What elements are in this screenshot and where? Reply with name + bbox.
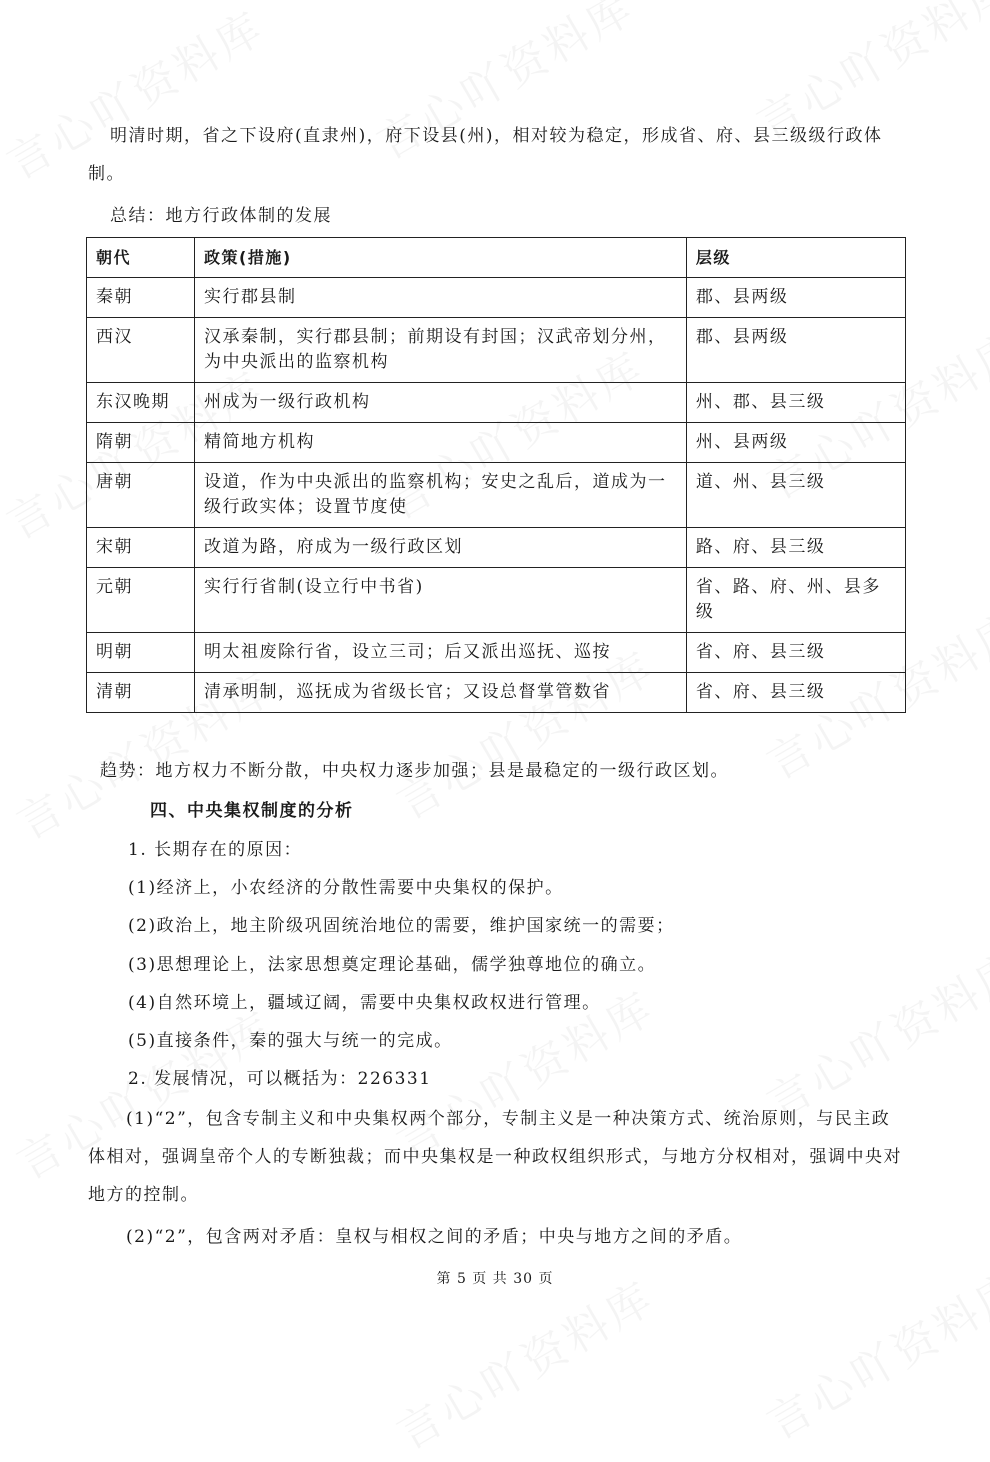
level-cell: 省、府、县三级 xyxy=(686,673,905,713)
reason-item: (5)直接条件，秦的强大与统一的完成。 xyxy=(128,1031,453,1051)
reason-item: (4)自然环境上，疆域辽阔，需要中央集权政权进行管理。 xyxy=(128,993,601,1013)
policy-cell: 改道为路，府成为一级行政区划 xyxy=(195,528,687,568)
policy-cell: 明太祖废除行省，设立三司；后又派出巡抚、巡按 xyxy=(195,633,687,673)
admin-system-table xyxy=(86,237,906,713)
policy-cell: 州成为一级行政机构 xyxy=(195,383,687,423)
table-row xyxy=(87,318,906,383)
intro-paragraph: 明清时期，省之下设府(直隶州)，府下设县(州)，相对较为稳定，形成省、府、县三级级行政体制。 xyxy=(88,126,883,184)
development-item: (1)“2”，包含专制主义和中央集权两个部分，专制主义是一种决策方式、统治原则，与民主政体相对，强调皇帝个人的专断独裁；而中央集权是一种政权组织形式，与地方分权相对，强调中央对地方的控制。 xyxy=(88,1109,902,1205)
subheading-development: 2. 发展情况，可以概括为：226331 xyxy=(128,1069,432,1089)
level-cell: 省、府、县三级 xyxy=(686,633,905,673)
summary-label: 总结：地方行政体制的发展 xyxy=(110,206,332,226)
level-cell: 郡、县两级 xyxy=(686,278,905,318)
development-item: (2)“2”，包含两对矛盾：皇权与相权之间的矛盾；中央与地方之间的矛盾。 xyxy=(126,1227,743,1247)
dynasty-cell: 西汉 xyxy=(87,318,195,383)
table-row xyxy=(87,423,906,463)
dynasty-cell: 元朝 xyxy=(87,568,195,633)
table-row xyxy=(87,278,906,318)
section-heading: 四、中央集权制度的分析 xyxy=(150,801,354,821)
dynasty-cell: 明朝 xyxy=(87,633,195,673)
table-row xyxy=(87,463,906,528)
level-cell: 省、路、府、州、县多级 xyxy=(686,568,905,633)
table-row xyxy=(87,383,906,423)
level-cell: 道、州、县三级 xyxy=(686,463,905,528)
level-cell: 州、县两级 xyxy=(686,423,905,463)
dynasty-cell: 宋朝 xyxy=(87,528,195,568)
trend-statement: 趋势：地方权力不断分散，中央权力逐步加强；县是最稳定的一级行政区划。 xyxy=(100,761,729,781)
policy-cell: 实行行省制(设立行中书省) xyxy=(195,568,687,633)
reason-item: (2)政治上，地主阶级巩固统治地位的需要，维护国家统一的需要； xyxy=(128,916,675,936)
watermark xyxy=(383,1262,664,1461)
policy-cell: 设道，作为中央派出的监察机构；安史之乱后，道成为一级行政实体；设置节度使 xyxy=(195,463,687,528)
policy-cell: 清承明制，巡抚成为省级长官；又设总督掌管数省 xyxy=(195,673,687,713)
level-cell: 郡、县两级 xyxy=(686,318,905,383)
reason-item: (3)思想理论上，法家思想奠定理论基础，儒学独尊地位的确立。 xyxy=(128,955,657,975)
table-row xyxy=(87,673,906,713)
table-header-cell: 层级 xyxy=(686,238,905,278)
policy-cell: 精简地方机构 xyxy=(195,423,687,463)
dynasty-cell: 清朝 xyxy=(87,673,195,713)
level-cell: 州、郡、县三级 xyxy=(686,383,905,423)
table-row xyxy=(87,633,906,673)
level-cell: 路、府、县三级 xyxy=(686,528,905,568)
table-row xyxy=(87,528,906,568)
table-row xyxy=(87,568,906,633)
dynasty-cell: 东汉晚期 xyxy=(87,383,195,423)
dynasty-cell: 唐朝 xyxy=(87,463,195,528)
subheading-reasons: 1. 长期存在的原因： xyxy=(128,840,303,860)
table-header-row xyxy=(87,238,906,278)
policy-cell: 汉承秦制，实行郡县制；前期设有封国；汉武帝划分州，为中央派出的监察机构 xyxy=(195,318,687,383)
page-number: 第 5 页 共 30 页 xyxy=(436,1271,554,1287)
policy-cell: 实行郡县制 xyxy=(195,278,687,318)
table-header-cell: 政策(措施) xyxy=(195,238,687,278)
dynasty-cell: 隋朝 xyxy=(87,423,195,463)
reason-item: (1)经济上，小农经济的分散性需要中央集权的保护。 xyxy=(128,878,564,898)
table-header-cell: 朝代 xyxy=(87,238,195,278)
dynasty-cell: 秦朝 xyxy=(87,278,195,318)
